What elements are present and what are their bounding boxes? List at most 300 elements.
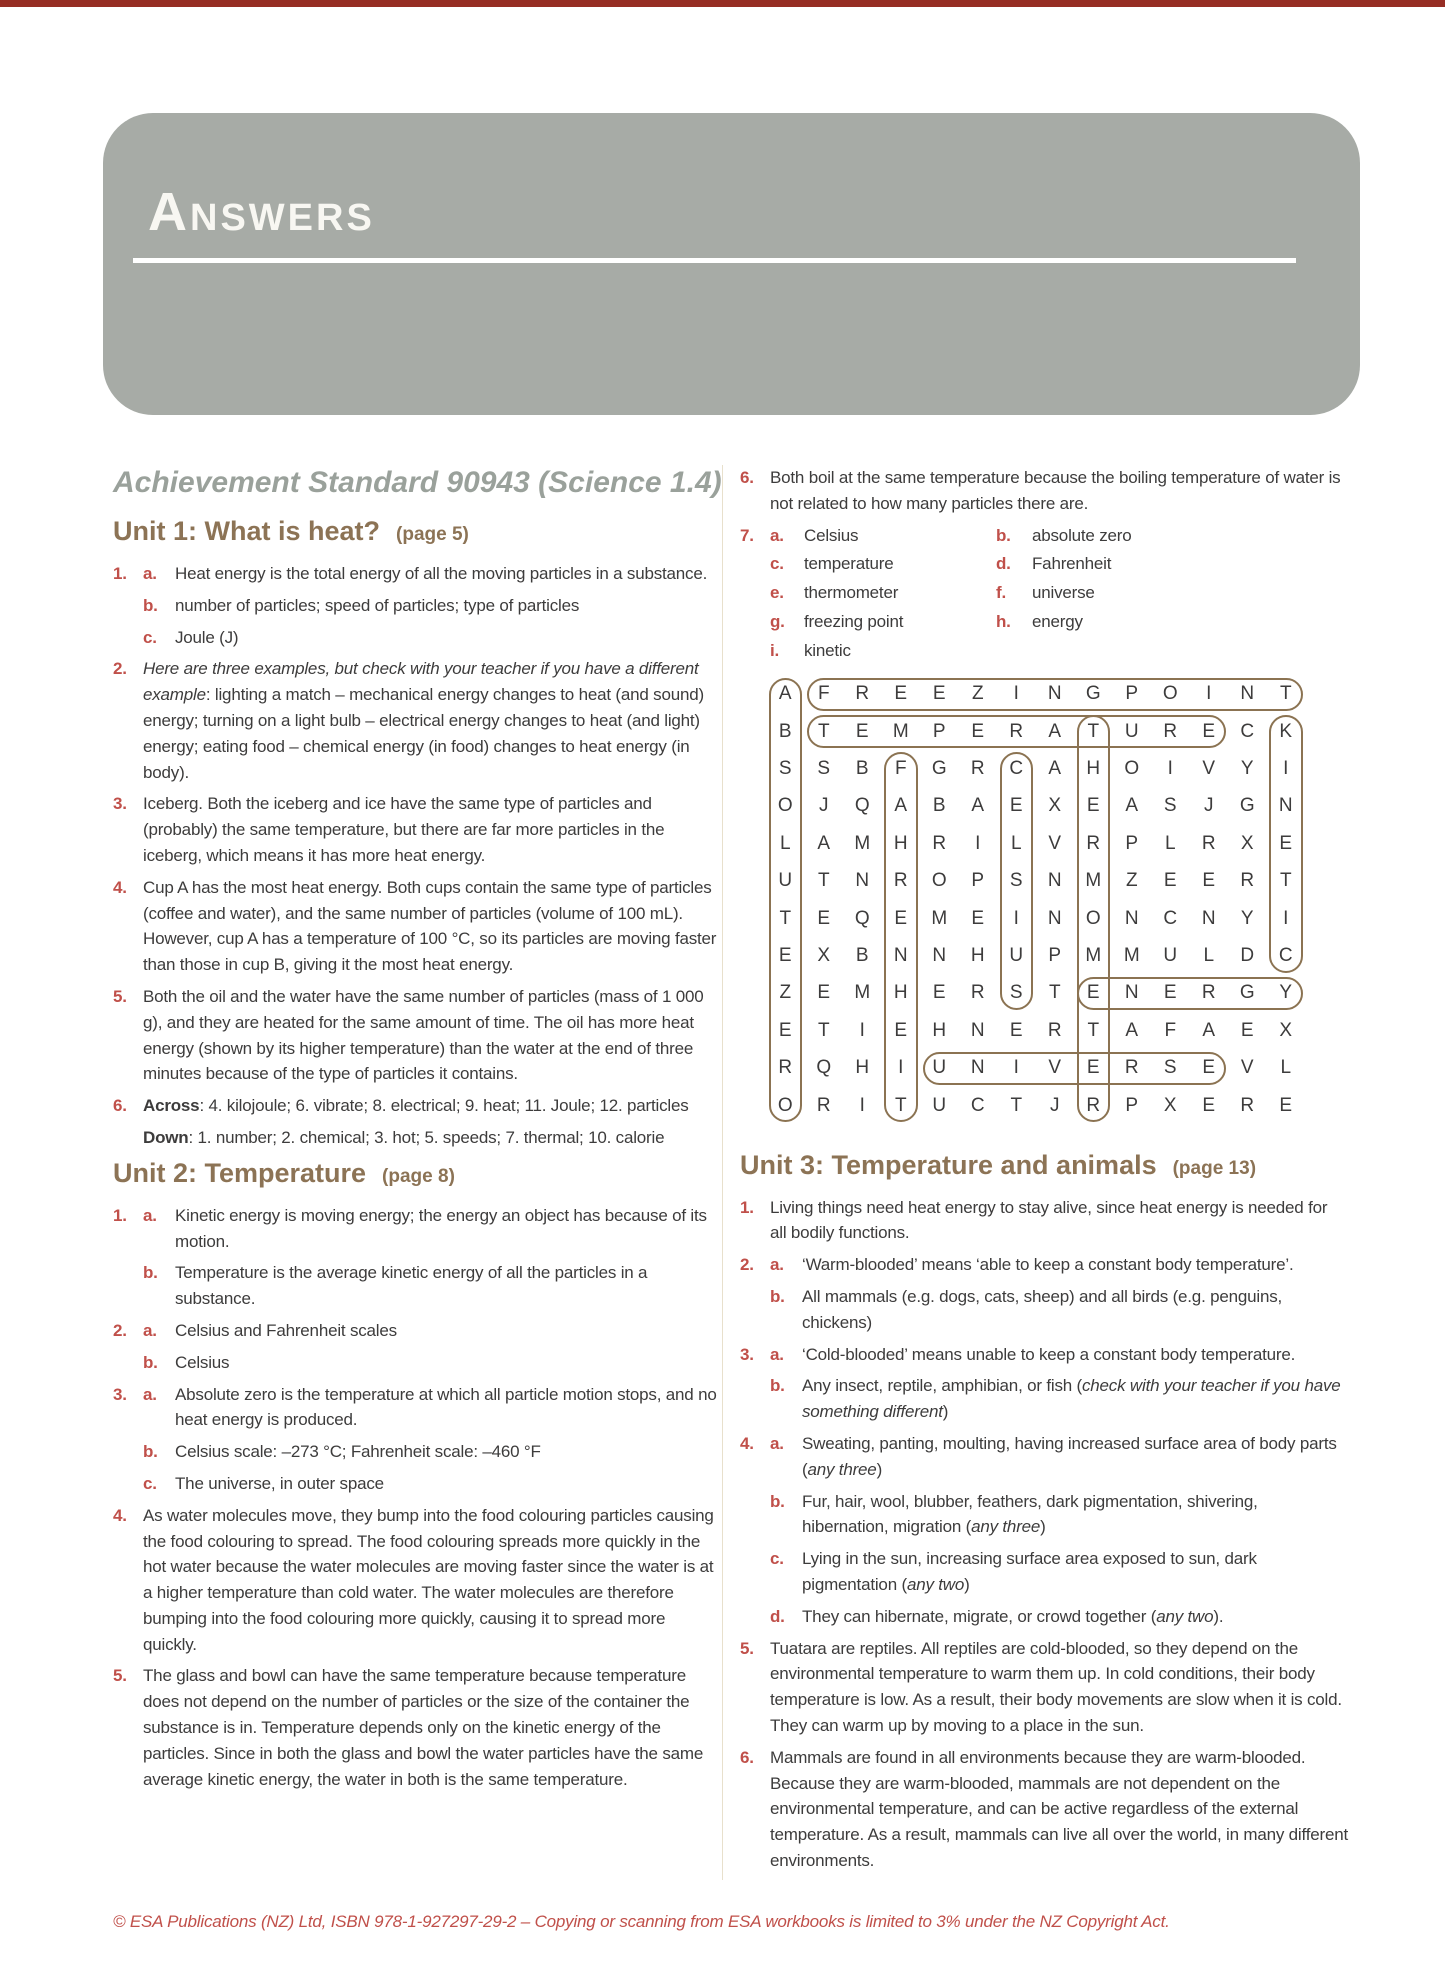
- grid-letter: Z: [1125, 870, 1138, 892]
- unit-title: Unit 2: Temperature: [113, 1157, 367, 1188]
- answer-text-segment: : lighting a match – mechanical energy changes to heat (and sound) energy; turning on a light bulb – electrical energy changes to heat (and light) energy; eating food – chemical energy (in food) changes to heat energy (in body).: [143, 685, 704, 782]
- grid-letter: F: [894, 758, 907, 780]
- answer-text-segment: Celsius: [175, 1352, 230, 1372]
- grid-letter: R: [1124, 1057, 1139, 1079]
- answer-text: [770, 465, 1348, 517]
- item-number: [740, 1546, 770, 1598]
- answer-item: [113, 1663, 722, 1792]
- unit-page-ref: (page 13): [1172, 1157, 1257, 1179]
- grid-letter: T: [1010, 1094, 1023, 1116]
- answer-text: [770, 1636, 1348, 1739]
- grid-letter: C: [1240, 720, 1255, 742]
- grid-letter: M: [1085, 870, 1102, 892]
- item-number: [113, 1471, 143, 1497]
- word-circle-energy: [1077, 977, 1303, 1010]
- grid-letter: I: [859, 1094, 865, 1116]
- answer-text: [143, 984, 722, 1087]
- item-number: [113, 1350, 143, 1376]
- item-letter: e.: [770, 583, 784, 603]
- item-letter: b.: [996, 525, 1011, 545]
- grid-letter: L: [1164, 832, 1176, 854]
- grid-letter: P: [1125, 683, 1139, 705]
- grid-letter: A: [1048, 720, 1062, 742]
- unit-heading: [113, 515, 722, 551]
- grid-letter: Q: [854, 795, 870, 817]
- answer-item: [740, 1745, 1348, 1874]
- grid-letter: E: [1086, 1057, 1100, 1079]
- grid-letter: C: [1009, 758, 1024, 780]
- grid-letter: I: [975, 832, 981, 854]
- answer-text: [175, 561, 722, 587]
- grid-letter: P: [1125, 832, 1139, 854]
- answer-text: [143, 1503, 722, 1658]
- grid-letter: E: [1202, 1057, 1216, 1079]
- answer-text-segment: Celsius and Fahrenheit scales: [175, 1320, 397, 1340]
- item-letter: a.: [770, 1255, 784, 1275]
- grid-letter: P: [932, 720, 946, 742]
- grid-letter: M: [1085, 945, 1102, 967]
- unit-3-answers: [740, 1149, 1348, 1874]
- answer-text: thermometer: [804, 583, 899, 603]
- answer-item: [740, 1195, 1348, 1247]
- grid-letter: Y: [1240, 907, 1254, 929]
- grid-letter: I: [1283, 758, 1289, 780]
- grid-letter: X: [1279, 1019, 1293, 1041]
- answer-item: [113, 656, 722, 785]
- answer-text: [143, 875, 722, 978]
- answer-text: [175, 1471, 722, 1497]
- item-letter: a.: [143, 1384, 157, 1404]
- item-number: 6.: [740, 1747, 754, 1767]
- grid-letter: H: [893, 982, 908, 1004]
- answer-text: Fahrenheit: [1032, 554, 1112, 574]
- item-letter: c.: [143, 627, 157, 647]
- item-number: [113, 1260, 143, 1312]
- grid-letter: N: [1047, 683, 1062, 705]
- answer-text-segment: number of particles; speed of particles; type of particles: [175, 595, 580, 615]
- grid-letter: E: [1009, 795, 1023, 817]
- item-number: 3.: [740, 1344, 754, 1364]
- page-top-border: [0, 0, 1445, 7]
- grid-letter: P: [1125, 1094, 1139, 1116]
- item-number: [740, 1604, 770, 1630]
- grid-letter: O: [1162, 683, 1178, 705]
- copyright-footer: © ESA Publications (NZ) Ltd, ISBN 978-1-927297-29-2 – Copying or scanning from ESA workbooks is limited to 3% under the NZ Copyright Act.: [113, 1912, 1170, 1931]
- grid-letter: E: [932, 982, 946, 1004]
- unit-page-ref: (page 8): [382, 1165, 455, 1187]
- grid-letter: M: [931, 907, 948, 929]
- answer-text-segment: The universe, in outer space: [175, 1473, 384, 1493]
- grid-letter: S: [1163, 1057, 1177, 1079]
- answer-text-segment: As water molecules move, they bump into the food colouring particles causing the food colouring to spread. The food colouring spreads more quickly in the hot water because the water molecules are moving faster since the water is at a higher temperature than cold water. The water molecules are therefore bumping into the food colouring more quickly, causing it to spread more quickly.: [143, 1505, 714, 1654]
- answer-item: [113, 1203, 722, 1255]
- grid-letter: I: [1283, 907, 1289, 929]
- item-letter: b.: [770, 1376, 785, 1396]
- grid-letter: T: [817, 1019, 830, 1041]
- grid-letter: E: [855, 720, 869, 742]
- answer-text: [175, 1203, 722, 1255]
- grid-letter: E: [932, 683, 946, 705]
- grid-letter: R: [778, 1057, 793, 1079]
- item-number: [740, 1373, 770, 1425]
- answer-item: [740, 1252, 1348, 1278]
- answer-text-segment: : 4. kilojoule; 6. vibrate; 8. electrical; 9. heat; 11. Joule; 12. particles: [199, 1096, 689, 1116]
- answer-item: [113, 1318, 722, 1344]
- grid-letter: L: [1203, 945, 1215, 967]
- grid-letter: Z: [971, 683, 984, 705]
- item-number: 3.: [113, 1384, 127, 1404]
- grid-letter: P: [1048, 945, 1062, 967]
- grid-letter: U: [932, 1057, 947, 1079]
- answer-text: freezing point: [804, 611, 904, 631]
- grid-letter: O: [931, 870, 947, 892]
- grid-letter: Q: [854, 907, 870, 929]
- answer-item: [113, 1439, 722, 1465]
- grid-letter: I: [898, 1057, 904, 1079]
- grid-letter: R: [1240, 1094, 1255, 1116]
- item-letter: d.: [770, 1606, 785, 1626]
- grid-letter: N: [1278, 795, 1293, 817]
- grid-letter: T: [1048, 982, 1061, 1004]
- answer-text: [175, 1350, 722, 1376]
- grid-letter: R: [1086, 1094, 1101, 1116]
- grid-letter: N: [970, 1019, 985, 1041]
- grid-letter: E: [817, 982, 831, 1004]
- item-letter: c.: [770, 554, 784, 574]
- answer-text: [770, 1195, 1348, 1247]
- grid-letter: I: [1167, 758, 1173, 780]
- answer-text-segment: Down: [143, 1127, 189, 1147]
- grid-letter: I: [859, 1019, 865, 1041]
- item-letter: a.: [770, 1344, 784, 1364]
- grid-letter: S: [817, 758, 831, 780]
- item-number: [113, 593, 143, 619]
- grid-letter: T: [894, 1094, 907, 1116]
- answer-item: [113, 875, 722, 978]
- answer-item: [740, 1373, 1348, 1425]
- answer-text: [175, 625, 722, 651]
- grid-letter: Q: [816, 1057, 832, 1079]
- grid-letter: X: [1048, 795, 1062, 817]
- grid-letter: X: [1240, 832, 1254, 854]
- answer-text: [802, 1342, 1348, 1368]
- grid-letter: O: [1124, 758, 1140, 780]
- grid-letter: V: [1202, 758, 1216, 780]
- grid-letter: L: [779, 832, 791, 854]
- grid-letter: I: [1013, 683, 1019, 705]
- answer-text: [175, 1439, 722, 1465]
- unit-page-ref: (page 5): [396, 524, 469, 545]
- left-column: [113, 465, 722, 1880]
- page-title: Answers: [148, 182, 375, 242]
- answer-text-segment: ): [1040, 1517, 1046, 1537]
- grid-letter: M: [854, 982, 871, 1004]
- grid-letter: X: [1163, 1094, 1177, 1116]
- answer-text-segment: Celsius scale: –273 °C; Fahrenheit scale: –460 °F: [175, 1442, 541, 1462]
- grid-letter: A: [778, 683, 792, 705]
- grid-letter: E: [1163, 982, 1177, 1004]
- grid-letter: T: [1087, 1019, 1100, 1041]
- grid-letter: T: [1279, 870, 1292, 892]
- grid-letter: H: [855, 1057, 870, 1079]
- grid-letter: D: [1240, 945, 1255, 967]
- grid-letter: A: [1202, 1019, 1216, 1041]
- item-letter: i.: [770, 640, 780, 660]
- grid-letter: O: [1085, 907, 1101, 929]
- answer-text-segment: Any insect, reptile, amphibian, or fish (: [802, 1376, 1082, 1396]
- grid-letter: C: [970, 1094, 985, 1116]
- grid-letter: E: [1202, 870, 1216, 892]
- answer-item: [113, 593, 722, 619]
- answer-text: [143, 656, 722, 785]
- item-number: 1.: [113, 1205, 127, 1225]
- grid-letter: J: [819, 795, 829, 817]
- item-letter: f.: [996, 583, 1006, 603]
- answer-text-segment: Mammals are found in all environments because they are warm-blooded. Because they are warm-blooded, mammals are not dependent on the environmental temperature, and can be active regardless of the external temperature. As a result, mammals can live all over the world, in many different environments.: [770, 1747, 1348, 1870]
- grid-letter: G: [1239, 795, 1255, 817]
- grid-letter: G: [1085, 683, 1101, 705]
- grid-letter: U: [1124, 720, 1139, 742]
- grid-letter: S: [1009, 982, 1023, 1004]
- answer-text-segment: any two: [1156, 1606, 1214, 1626]
- answer-text-segment: Tuatara are reptiles. All reptiles are cold-blooded, so they depend on the environmental temperature to warm them up. In cold conditions, their body temperature is low. As a result, their body movements are slow when it is cold. They can warm up by moving to a place in the sun.: [770, 1638, 1342, 1735]
- answer-text-segment: Cup A has the most heat energy. Both cups contain the same type of particles (coffee and water), and the same number of particles (volume of 100 mL). However, cup A has a temperature of 100 °C, so its particles are moving faster than those in cup B, giving it the most heat energy.: [143, 877, 717, 975]
- grid-letter: R: [855, 683, 870, 705]
- grid-letter: M: [1123, 945, 1140, 967]
- word-circle-universe: [923, 1052, 1226, 1085]
- answer-text: [802, 1604, 1348, 1630]
- answer-item: [113, 1350, 722, 1376]
- answer-text: [143, 1125, 722, 1151]
- grid-letter: E: [971, 720, 985, 742]
- item-letter: a.: [143, 564, 157, 583]
- grid-letter: H: [893, 832, 908, 854]
- answer-text-segment: Absolute zero is the temperature at which all particle motion stops, and no heat energy is produced.: [175, 1384, 717, 1430]
- grid-letter: E: [1279, 832, 1293, 854]
- answer-text-segment: Iceberg. Both the iceberg and ice have the same type of particles and (probably) the same temperature, but there are far more particles in the iceberg, which means it has more heat energy.: [143, 794, 665, 865]
- answer-item: [740, 1489, 1348, 1541]
- item-letter: d.: [996, 554, 1011, 574]
- grid-letter: E: [1202, 1094, 1216, 1116]
- item-letter: c.: [143, 1473, 157, 1493]
- item-letter: b.: [143, 1352, 158, 1372]
- grid-letter: H: [970, 945, 985, 967]
- grid-letter: E: [971, 907, 985, 929]
- grid-letter: E: [778, 945, 792, 967]
- answer-text: [143, 1663, 722, 1792]
- grid-letter: B: [932, 795, 946, 817]
- word-circle-fahrenheit: [884, 752, 918, 1122]
- answer-text: [802, 1373, 1348, 1425]
- grid-letter: A: [971, 795, 985, 817]
- grid-letter: R: [1047, 1019, 1062, 1041]
- word-search-grid: [766, 676, 1305, 1125]
- grid-letter: G: [1239, 982, 1255, 1004]
- answer-text-segment: ): [942, 1402, 949, 1422]
- grid-letter: I: [1013, 1057, 1019, 1079]
- answer-text-segment: The glass and bowl can have the same temperature because temperature does not depend on the number of particles or the size of the container the substance is in. Temperature depends only on the kinetic energy of the particles. Since in both the glass and bowl the water particles have the same average kinetic energy, the water in both is the same temperature.: [143, 1666, 704, 1789]
- answer-item: [740, 465, 1348, 517]
- item-letter: b.: [143, 595, 158, 615]
- answer-text-segment: Both the oil and the water have the same number of particles (mass of 1 000 g), and they are heated for the same amount of time. The oil has more heat energy (shown by its higher temperature) than the water at the end of three minutes because of the type of particles it contains.: [143, 986, 704, 1084]
- grid-letter: E: [1202, 720, 1216, 742]
- grid-letter: H: [932, 1019, 947, 1041]
- answer-item: [740, 1284, 1348, 1336]
- item-number: [740, 1284, 770, 1336]
- answer-text-segment: check with your teacher if you have something different: [802, 1376, 1341, 1422]
- item-number: 2.: [113, 659, 127, 679]
- grid-letter: R: [1009, 720, 1024, 742]
- item-number: 1.: [740, 1197, 754, 1217]
- answer-text: [802, 1252, 1348, 1278]
- item-letter: a.: [770, 525, 784, 545]
- answer-text-segment: Here are three examples, but check with your teacher if you have a different example: [143, 659, 699, 705]
- item-letter: b.: [143, 1442, 158, 1462]
- item-number: [113, 625, 143, 651]
- matching-answer-pairs: [770, 523, 1348, 664]
- item-letter: g.: [770, 611, 785, 631]
- item-letter: a.: [143, 1205, 157, 1225]
- answer-text: [175, 1260, 722, 1312]
- word-circle-freezing-point: [807, 678, 1303, 711]
- word-circle-temperature: [807, 715, 1226, 748]
- right-column: [723, 465, 1360, 1880]
- unit-title: Unit 3: Temperature and animals: [740, 1149, 1157, 1180]
- answer-text: energy: [1032, 611, 1083, 631]
- grid-letter: R: [1201, 832, 1216, 854]
- grid-letter: U: [1163, 945, 1178, 967]
- answer-text: [143, 1093, 722, 1119]
- grid-letter: F: [817, 683, 830, 705]
- answer-text: [770, 1745, 1348, 1874]
- grid-letter: P: [971, 870, 985, 892]
- answer-text: [175, 1382, 722, 1434]
- answer-text: universe: [1032, 583, 1095, 603]
- grid-letter: B: [855, 945, 869, 967]
- answer-text: [802, 1546, 1348, 1598]
- item-number: 2.: [740, 1255, 754, 1275]
- grid-letter: R: [1240, 870, 1255, 892]
- answer-text-segment: ‘Cold-blooded’ means unable to keep a constant body temperature.: [802, 1344, 1296, 1364]
- answer-text-segment: ‘Warm-blooded’ means ‘able to keep a constant body temperature’.: [802, 1255, 1294, 1275]
- grid-letter: B: [855, 758, 869, 780]
- item-number: [113, 1125, 143, 1151]
- grid-letter: R: [970, 982, 985, 1004]
- answer-text-segment: They can hibernate, migrate, or crowd together (: [802, 1606, 1157, 1626]
- answer-item: [113, 1260, 722, 1312]
- grid-letter: T: [1087, 720, 1100, 742]
- answer-text-segment: any three: [807, 1459, 877, 1479]
- unit-1-answers: [113, 515, 722, 1151]
- answer-text: [1032, 638, 1348, 664]
- grid-letter: C: [1163, 907, 1178, 929]
- answer-text-segment: any three: [971, 1517, 1041, 1537]
- item-number: 5.: [113, 1666, 127, 1686]
- item-letter: h.: [996, 611, 1011, 631]
- grid-letter: N: [1047, 907, 1062, 929]
- grid-letter: A: [817, 832, 831, 854]
- word-circle-kinetic: [1269, 715, 1303, 973]
- grid-letter: A: [894, 795, 908, 817]
- item-letter: c.: [770, 1549, 784, 1569]
- answer-text-segment: ): [876, 1459, 883, 1479]
- item-number: 2.: [113, 1320, 127, 1340]
- answer-item: [113, 1382, 722, 1434]
- grid-letter: V: [1048, 832, 1062, 854]
- grid-letter: O: [777, 795, 793, 817]
- item-number: 5.: [740, 1638, 754, 1658]
- grid-letter: N: [970, 1057, 985, 1079]
- answer-text-segment: ): [964, 1574, 970, 1594]
- grid-letter: E: [894, 683, 908, 705]
- grid-letter: A: [1125, 795, 1139, 817]
- answer-text-segment: any two: [906, 1574, 965, 1594]
- answer-text-segment: : 1. number; 2. chemical; 3. hot; 5. speeds; 7. thermal; 10. calorie: [188, 1127, 665, 1147]
- answer-text: absolute zero: [1032, 525, 1132, 545]
- word-circle-absolute-zero: [769, 678, 803, 1123]
- answer-text: [802, 1489, 1348, 1541]
- answer-item: [113, 1471, 722, 1497]
- grid-letter: E: [1086, 982, 1100, 1004]
- header-underline: [133, 258, 1296, 263]
- answer-text: temperature: [804, 554, 894, 574]
- answer-item: [113, 984, 722, 1087]
- answer-item: [740, 1604, 1348, 1630]
- answer-text-segment: Kinetic energy is moving energy; the energy an object has because of its motion.: [175, 1205, 707, 1251]
- grid-letter: S: [1009, 870, 1023, 892]
- grid-letter: N: [855, 870, 870, 892]
- grid-letter: U: [932, 1094, 947, 1116]
- answer-item: [113, 1125, 722, 1151]
- grid-letter: E: [817, 907, 831, 929]
- item-letter: a.: [770, 1433, 784, 1453]
- grid-letter: E: [1240, 1019, 1254, 1041]
- grid-letter: N: [1124, 907, 1139, 929]
- item-number: 5.: [113, 986, 127, 1006]
- answer-item: [740, 1342, 1348, 1368]
- grid-letter: I: [1206, 683, 1212, 705]
- answer-item: [740, 1546, 1348, 1598]
- grid-letter: X: [817, 945, 831, 967]
- grid-letter: R: [893, 870, 908, 892]
- grid-letter: E: [1009, 1019, 1023, 1041]
- item-number: 6.: [740, 468, 754, 487]
- item-letter: a.: [143, 1320, 157, 1340]
- item-number: 6.: [113, 1096, 127, 1116]
- item-letter: [996, 638, 1032, 664]
- achievement-standard-heading: Achievement Standard 90943 (Science 1.4): [113, 466, 722, 499]
- answer-text-segment: ).: [1213, 1606, 1224, 1626]
- answer-item: [113, 791, 722, 868]
- grid-letter: I: [1013, 907, 1019, 929]
- answers-header-banner: [103, 113, 1360, 415]
- grid-letter: E: [1279, 1094, 1293, 1116]
- word-circle-celsius: [1000, 752, 1034, 1010]
- grid-letter: L: [1010, 832, 1022, 854]
- grid-letter: R: [970, 758, 985, 780]
- grid-letter: Z: [779, 982, 792, 1004]
- item-letter: b.: [770, 1286, 785, 1306]
- grid-letter: V: [1240, 1057, 1254, 1079]
- grid-letter: T: [779, 907, 792, 929]
- grid-letter: M: [892, 720, 909, 742]
- answer-text-segment: Living things need heat energy to stay alive, since heat energy is needed for all bodily functions.: [770, 1197, 1328, 1243]
- grid-letter: B: [778, 720, 792, 742]
- answer-text-segment: All mammals (e.g. dogs, cats, sheep) and all birds (e.g. penguins, chickens): [802, 1286, 1283, 1332]
- grid-letter: E: [1163, 870, 1177, 892]
- answer-text-segment: Joule (J): [175, 627, 239, 647]
- answer-item: [740, 1636, 1348, 1739]
